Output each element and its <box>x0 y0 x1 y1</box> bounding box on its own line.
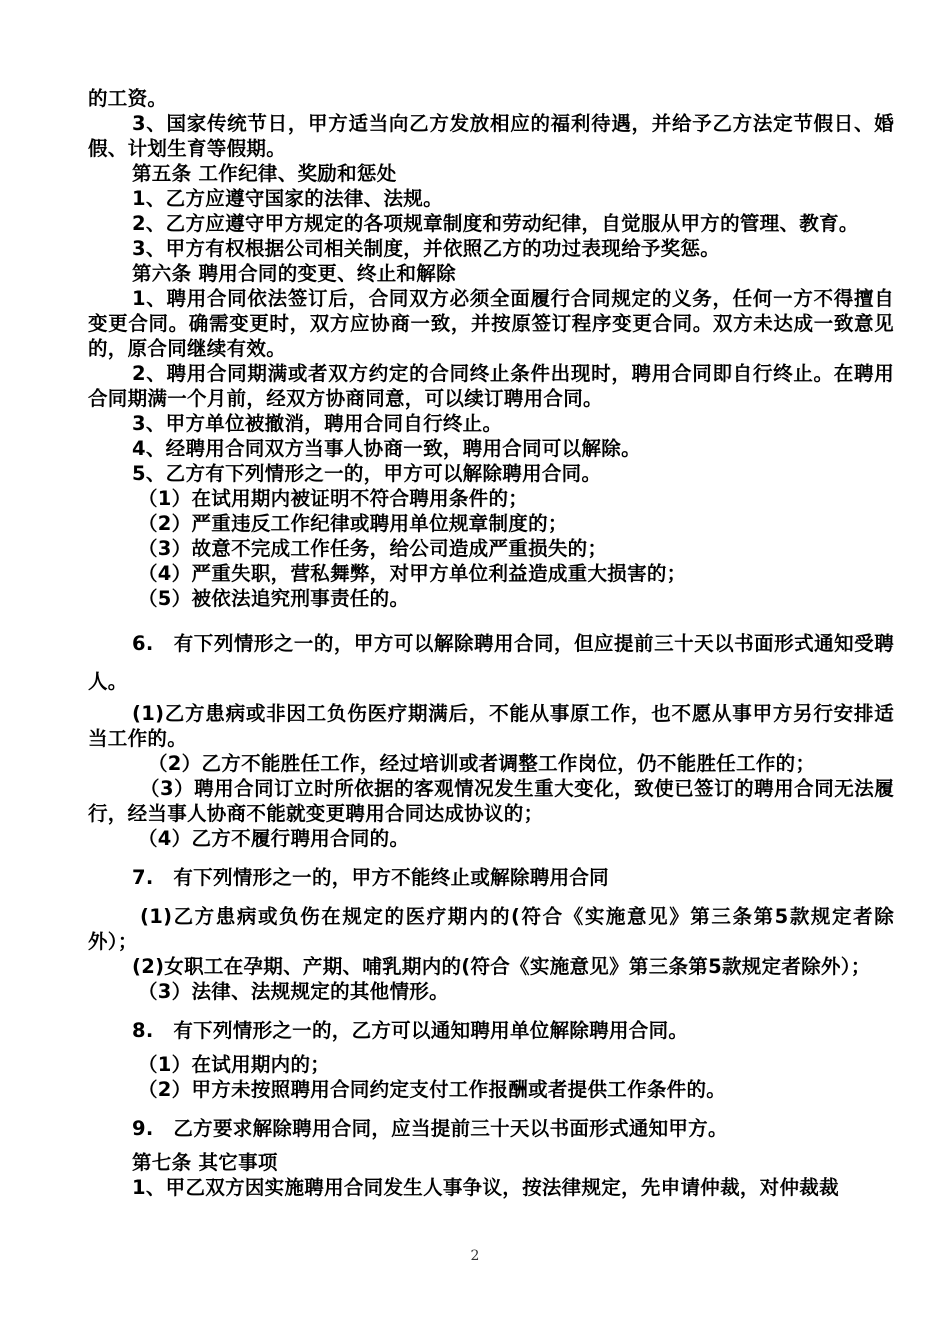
document-body <box>88 86 894 1200</box>
article-6-item-6: 6. 有下列情形之一的，甲方可以解除聘用合同，但应提前三十天以书面形式通知受聘人。 <box>88 632 894 693</box>
article-6-item-3: 3、甲方单位被撤消，聘用合同自行终止。 <box>132 412 503 435</box>
list-item: （2）乙方不能胜任工作，经过培训或者调整工作岗位，仍不能胜任工作的； <box>148 752 816 775</box>
article-5-item-1: 1、乙方应遵守国家的法律、法规。 <box>132 187 443 210</box>
article-7-item-1: 1、甲乙双方因实施聘用合同发生人事争议，按法律规定，先申请仲裁，对仲裁裁 <box>132 1176 839 1199</box>
article-6-heading: 第六条 聘用合同的变更、终止和解除 <box>132 262 456 285</box>
article-5-item-3: 3、甲方有权根据公司相关制度，并依照乙方的功过表现给予奖惩。 <box>132 237 721 260</box>
list-item: （3）故意不完成工作任务，给公司造成严重损失的； <box>138 537 608 560</box>
list-item: （3）法律、法规规定的其他情形。 <box>138 980 449 1003</box>
article-6-item-8: 8. 有下列情形之一的，乙方可以通知聘用单位解除聘用合同。 <box>132 1019 689 1042</box>
article-6-item-7: 7. 有下列情形之一的，甲方不能终止或解除聘用合同 <box>132 866 609 889</box>
list-item: (2)女职工在孕期、产期、哺乳期内的(符合《实施意见》第三条第5款规定者除外）； <box>132 955 871 978</box>
article-5-heading: 第五条 工作纪律、奖励和惩处 <box>132 162 397 185</box>
paragraph-holidays: 3、国家传统节日，甲方适当向乙方发放相应的福利待遇，并给予乙方法定节假日、婚假、计划生育等假期。 <box>88 112 894 160</box>
list-item: （1）在试用期内被证明不符合聘用条件的； <box>138 487 529 510</box>
list-item: （4）乙方不履行聘用合同的。 <box>138 827 410 850</box>
page-number: 2 <box>470 1248 480 1264</box>
list-item: （3）聘用合同订立时所依据的客观情况发生重大变化，致使已签订的聘用合同无法履行，经当事人协商不能就变更聘用合同达成协议的； <box>88 777 894 825</box>
list-item: （4）严重失职，营私舞弊，对甲方单位利益造成重大损害的； <box>138 562 687 585</box>
list-item: （1）在试用期内的； <box>138 1053 331 1076</box>
list-item: (1)乙方患病或负伤在规定的医疗期内的(符合《实施意见》第三条第5款规定者除外）； <box>88 905 894 953</box>
article-7-heading: 第七条 其它事项 <box>132 1151 278 1174</box>
paragraph-wage-end: 的工资。 <box>88 87 168 110</box>
list-item: （5）被依法追究刑事责任的。 <box>138 587 410 610</box>
article-6-item-9: 9. 乙方要求解除聘用合同，应当提前三十天以书面形式通知甲方。 <box>132 1117 728 1140</box>
article-5-item-2: 2、乙方应遵守甲方规定的各项规章制度和劳动纪律，自觉服从甲方的管理、教育。 <box>132 212 859 235</box>
list-item: （2）严重违反工作纪律或聘用单位规章制度的； <box>138 512 568 535</box>
article-6-item-2: 2、聘用合同期满或者双方约定的合同终止条件出现时，聘用合同即自行终止。在聘用合同期满一个月前，经双方协商同意，可以续订聘用合同。 <box>88 362 894 410</box>
article-6-item-4: 4、经聘用合同双方当事人协商一致，聘用合同可以解除。 <box>132 437 641 460</box>
article-6-item-5: 5、乙方有下列情形之一的，甲方可以解除聘用合同。 <box>132 462 602 485</box>
list-item: （2）甲方未按照聘用合同约定支付工作报酬或者提供工作条件的。 <box>138 1078 727 1101</box>
list-item: (1)乙方患病或非因工负伤医疗期满后，不能从事原工作，也不愿从事甲方另行安排适当工作的。 <box>88 702 894 750</box>
article-6-item-1: 1、聘用合同依法签订后，合同双方必须全面履行合同规定的义务，任何一方不得擅自变更合同。确需变更时，双方应协商一致，并按原签订程序变更合同。双方未达成一致意见的，原合同继续有效。 <box>88 287 894 360</box>
